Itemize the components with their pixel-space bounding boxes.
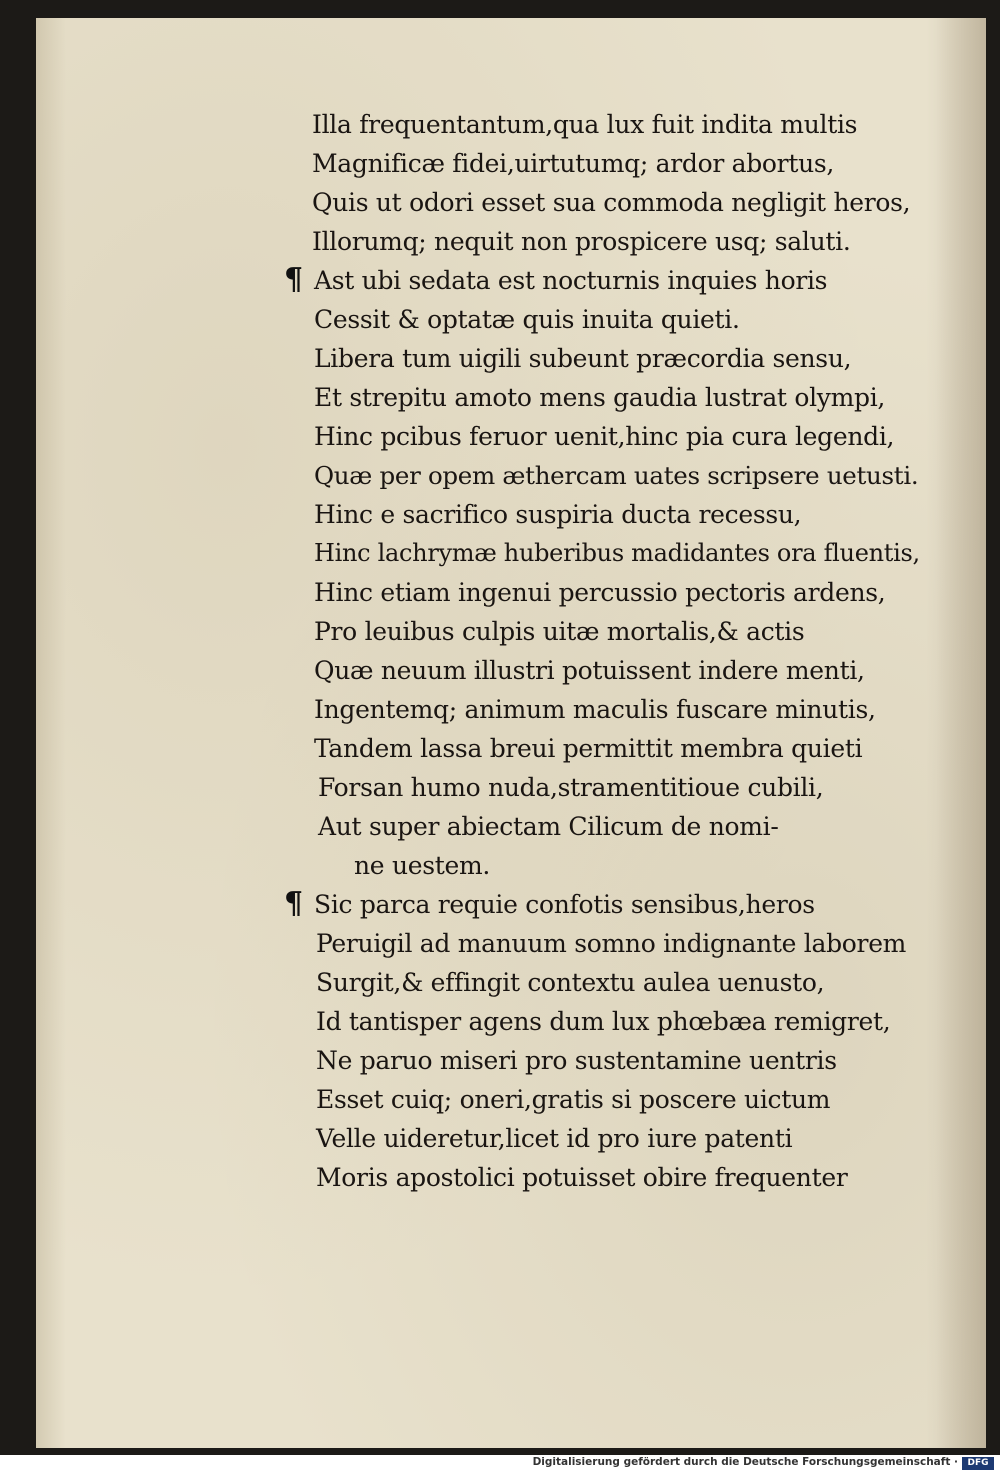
verse-line: Sic parca requie confotis sensibus,heros: [314, 890, 815, 919]
verse-line: Id tantisper agens dum lux phœbæa remigret,: [316, 1007, 891, 1036]
verse-line: Esset cuiq; oneri,gratis si poscere uictum: [316, 1085, 831, 1114]
verse-line: Illorumq; nequit non prospicere usq; saluti.: [312, 227, 851, 256]
dfg-logo: DFG: [962, 1457, 994, 1470]
verse-line: Tandem lassa breui permittit membra quieti: [314, 734, 863, 763]
verse-line: Quæ per opem æthercam uates scripsere uetusti.: [314, 461, 919, 490]
verse-line: Forsan humo nuda,stramentitioue cubili,: [318, 773, 824, 802]
verse-line: Velle uideretur,licet id pro iure patenti: [316, 1124, 793, 1153]
verse-line: Ast ubi sedata est nocturnis inquies horis: [314, 266, 828, 295]
verse-line: Magnificæ fidei,uirtutumq; ardor abortus,: [312, 149, 835, 178]
verse-line: ne uestem.: [354, 851, 491, 880]
verse-line: Illa frequentantum,qua lux fuit indita multis: [312, 110, 858, 139]
verse-line: Hinc e sacrifico suspiria ducta recessu,: [314, 500, 802, 529]
verse-line: Ingentemq; animum maculis fuscare minutis,: [314, 695, 876, 724]
footer-credit: Digitalisierung gefördert durch die Deutsche Forschungsgemeinschaft ·: [532, 1456, 958, 1468]
verse-line: Moris apostolici potuisset obire frequenter: [316, 1163, 848, 1192]
verse-line: Hinc lachrymæ huberibus madidantes ora fluentis,: [314, 539, 920, 567]
verse-line: Libera tum uigili subeunt præcordia sensu,: [314, 344, 852, 373]
show-through-edge: [926, 18, 986, 1448]
digitization-footer: [0, 1455, 1000, 1473]
verse-line: Aut super abiectam Cilicum de nomi-: [318, 812, 779, 841]
verse-line: Surgit,& effingit contextu aulea uenusto,: [316, 968, 825, 997]
verse-line: Et strepitu amoto mens gaudia lustrat olympi,: [314, 383, 886, 412]
paragraph-mark: ¶: [284, 886, 304, 921]
verse-line: Cessit & optatæ quis inuita quieti.: [314, 305, 740, 334]
verse-line: Pro leuibus culpis uitæ mortalis,& actis: [314, 617, 805, 646]
verse-line: Ne paruo miseri pro sustentamine uentris: [316, 1046, 837, 1075]
paragraph-mark: ¶: [284, 262, 304, 297]
verse-line: Hinc pcibus feruor uenit,hinc pia cura legendi,: [314, 422, 895, 451]
verse-line: Peruigil ad manuum somno indignante laborem: [316, 929, 907, 958]
verse-line: Quis ut odori esset sua commoda negligit heros,: [312, 188, 911, 217]
verse-line: Quæ neuum illustri potuissent indere menti,: [314, 656, 865, 685]
verse-line: Hinc etiam ingenui percussio pectoris ardens,: [314, 578, 886, 607]
